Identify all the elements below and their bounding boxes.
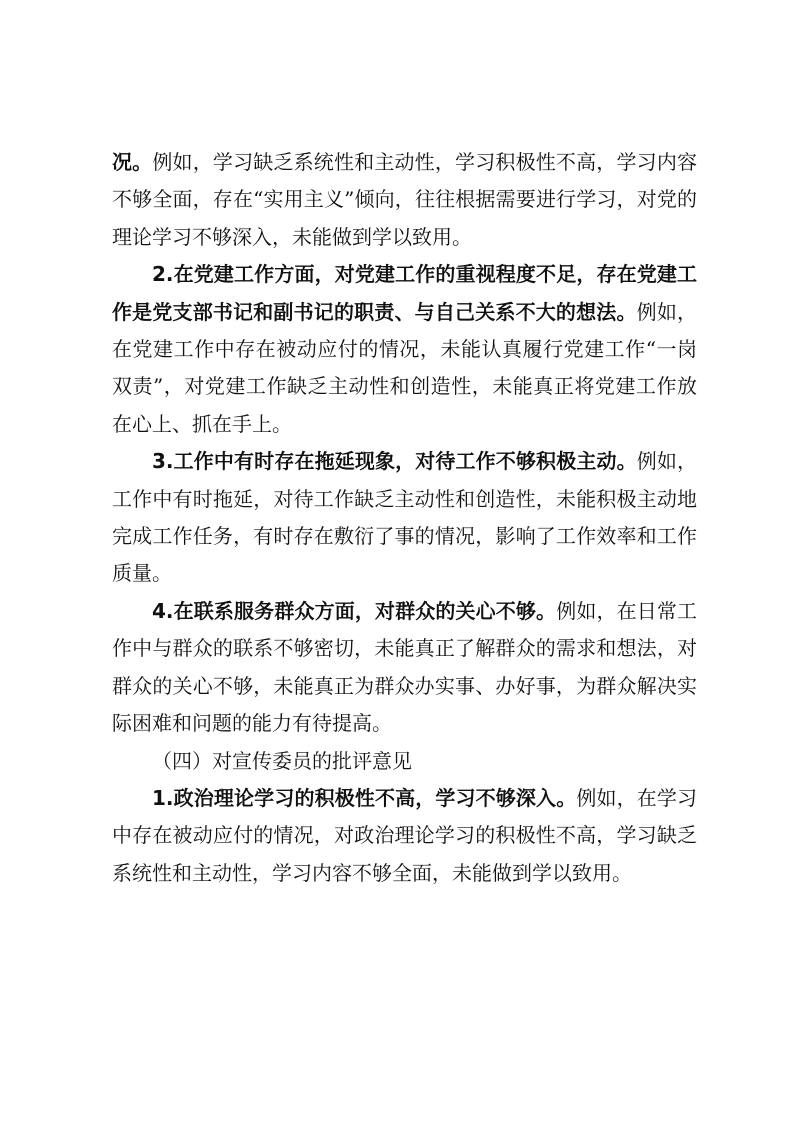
- paragraph-lead: 4.在联系服务群众方面，对群众的关心不够。: [152, 598, 557, 623]
- paragraph-lead: 2.在党建工作方面，对党建工作的重视程度不足，存在党建工作是党支部书记和副书记的职责、与自己关系不大的想法。: [112, 262, 697, 324]
- paragraph-text: 例如，学习缺乏系统性和主动性，学习积极性不高，学习内容不够全面，存在“实用主义”倾向，往往根据需要进行学习，对党的理论学习不够深入，未能做到学以致用。: [112, 150, 698, 249]
- paragraph-lead: 况。: [112, 150, 153, 174]
- paragraph-text: 例如，工作中有时拖延，对待工作缺乏主动性和创造性，未能积极主动地完成工作任务，有时存在敷衍了事的情况，影响了工作效率和工作质量。: [112, 449, 698, 586]
- paragraph-lead: 3.工作中有时存在拖延现象，对待工作不够积极主动。: [152, 449, 637, 474]
- paragraph-text: 例如，在党建工作中存在被动应付的情况，未能认真履行党建工作“一岗双责”，对党建工作缺乏主动性和创造性，未能真正将党建工作放在心上、抓在手上。: [112, 299, 698, 436]
- paragraph-text: 例如，在学习中存在被动应付的情况，对政治理论学习的积极性不高，学习缺乏系统性和主动性，学习内容不够全面，未能做到学以致用。: [112, 785, 697, 885]
- document-body: [112, 144, 697, 892]
- paragraph-item-3: [112, 443, 697, 593]
- section-heading: （四）对宣传委员的批评意见: [152, 748, 412, 773]
- paragraph-text: 例如，在日常工作中与群众的联系不够密切，未能真正了解群众的需求和想法，对群众的关心不够，未能真正为群众办实事、办好事，为群众解决实际困难和问题的能力有待提高。: [112, 598, 698, 736]
- paragraph-continuation: [112, 144, 697, 256]
- paragraph-item-2: [112, 256, 697, 443]
- paragraph-item-final: [112, 780, 697, 892]
- paragraph-lead: 1.政治理论学习的积极性不高，学习不够深入。: [152, 785, 577, 810]
- paragraph-item-4: [112, 593, 697, 743]
